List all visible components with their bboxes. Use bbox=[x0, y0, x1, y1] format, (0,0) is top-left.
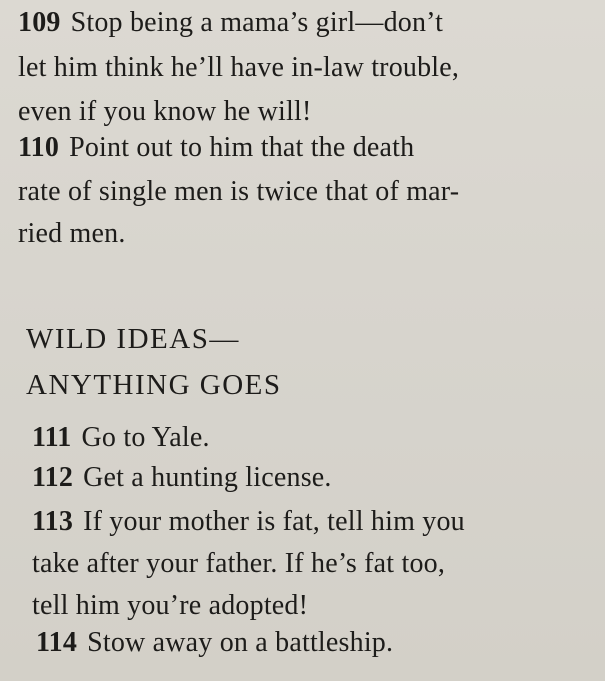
item-109-line-2 bbox=[18, 52, 459, 84]
item-110-line-1 bbox=[18, 132, 414, 164]
item-number: 111 bbox=[32, 422, 72, 453]
item-text: Stop being a mama’s girl—don’t bbox=[70, 7, 444, 38]
item-text: Get a hunting license. bbox=[83, 462, 332, 493]
item-109-line-3 bbox=[18, 96, 312, 128]
section-heading-line-2: ANYTHING GOES bbox=[26, 369, 282, 401]
item-number: 112 bbox=[32, 462, 74, 493]
item-text: Stow away on a battleship. bbox=[87, 627, 394, 658]
item-text: tell him you’re adopted! bbox=[32, 590, 309, 621]
item-text: ried men. bbox=[18, 218, 126, 249]
item-113-line-3 bbox=[32, 590, 308, 622]
item-111-line-1 bbox=[32, 422, 210, 454]
item-text: Point out to him that the death bbox=[69, 132, 415, 163]
section-heading-line-1: WILD IDEAS— bbox=[26, 323, 240, 355]
item-text: If your mother is fat, tell him you bbox=[83, 506, 465, 537]
item-113-line-2 bbox=[32, 548, 445, 580]
item-113-line-1 bbox=[32, 506, 465, 538]
item-text: rate of single men is twice that of mar- bbox=[18, 176, 460, 207]
item-114-line-1 bbox=[36, 627, 393, 659]
item-112-line-1 bbox=[32, 462, 332, 494]
item-text: let him think he’ll have in-law trouble, bbox=[18, 52, 460, 83]
item-number: 113 bbox=[32, 506, 74, 537]
item-number: 114 bbox=[36, 627, 78, 658]
item-text: take after your father. If he’s fat too, bbox=[32, 548, 446, 579]
item-text: even if you know he will! bbox=[18, 96, 312, 127]
item-number: 110 bbox=[18, 132, 60, 163]
item-110-line-2 bbox=[18, 176, 459, 208]
item-number: 109 bbox=[18, 7, 61, 38]
item-109-line-1 bbox=[18, 7, 443, 39]
item-text: Go to Yale. bbox=[81, 422, 210, 453]
item-110-line-3 bbox=[18, 218, 126, 250]
